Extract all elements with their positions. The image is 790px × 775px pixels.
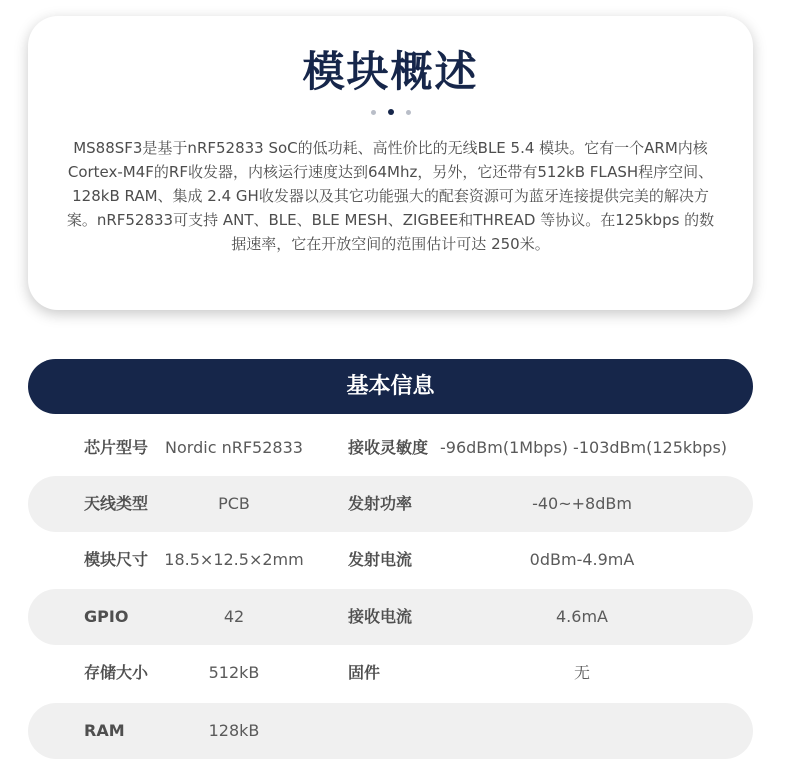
spec-label: RAM [84,721,125,740]
overview-description: MS88SF3是基于nRF52833 SoC的低功耗、高性价比的无线BLE 5.4 模块。它有一个ARM内核Cortex-M4F的RF收发器，内核运行速度达到64Mhz，另外，它还带有512kB FLASH程序空间、128kB RAM、集成 2.4 GH收发器以及其它功能强大的配套资源可为蓝牙连接提供完美的解决方案。nRF52833可支持 ANT、BLE、BLE MESH、ZIGBEE和THREAD 等协议。在125kbps 的数据速率，它在开放空间的范围估计可达 250米。 [66,139,715,253]
table-row [28,420,753,476]
spec-value: 0dBm-4.9mA [529,550,635,569]
spec-label: GPIO [84,607,129,626]
dot-indicator [371,110,376,115]
spec-label: 芯片型号 [84,438,149,457]
spec-label: 存储大小 [84,663,149,682]
spec-value: 128kB [208,721,260,740]
spec-value: Nordic nRF52833 [165,438,303,457]
spec-value: 无 [573,663,590,682]
table-row [28,703,753,759]
spec-value: 42 [223,607,245,626]
spec-value: -40~+8dBm [532,494,632,513]
table-row [28,532,753,588]
spec-label: 发射功率 [348,494,413,513]
dot-indicator-active [388,109,394,115]
spec-label: 接收电流 [348,607,413,626]
spec-label: 接收灵敏度 [348,438,429,457]
spec-label: 发射电流 [348,550,413,569]
spec-label: 天线类型 [84,494,149,513]
spec-value: 512kB [208,663,260,682]
table-row [28,476,753,532]
carousel-dots [28,109,753,115]
basic-info-header: 基本信息 [28,359,753,414]
spec-value: 4.6mA [556,607,608,626]
overview-title: 模块概述 [302,47,479,96]
overview-card [28,16,753,310]
table-row [28,645,753,701]
spec-value: -96dBm(1Mbps) -103dBm(125kbps) [440,438,728,457]
spec-value: PCB [218,494,250,513]
table-row [28,589,753,645]
spec-label: 模块尺寸 [84,550,149,569]
spec-label: 固件 [348,663,381,682]
spec-value: 18.5×12.5×2mm [164,550,304,569]
spec-value [440,703,724,759]
dot-indicator [406,110,411,115]
